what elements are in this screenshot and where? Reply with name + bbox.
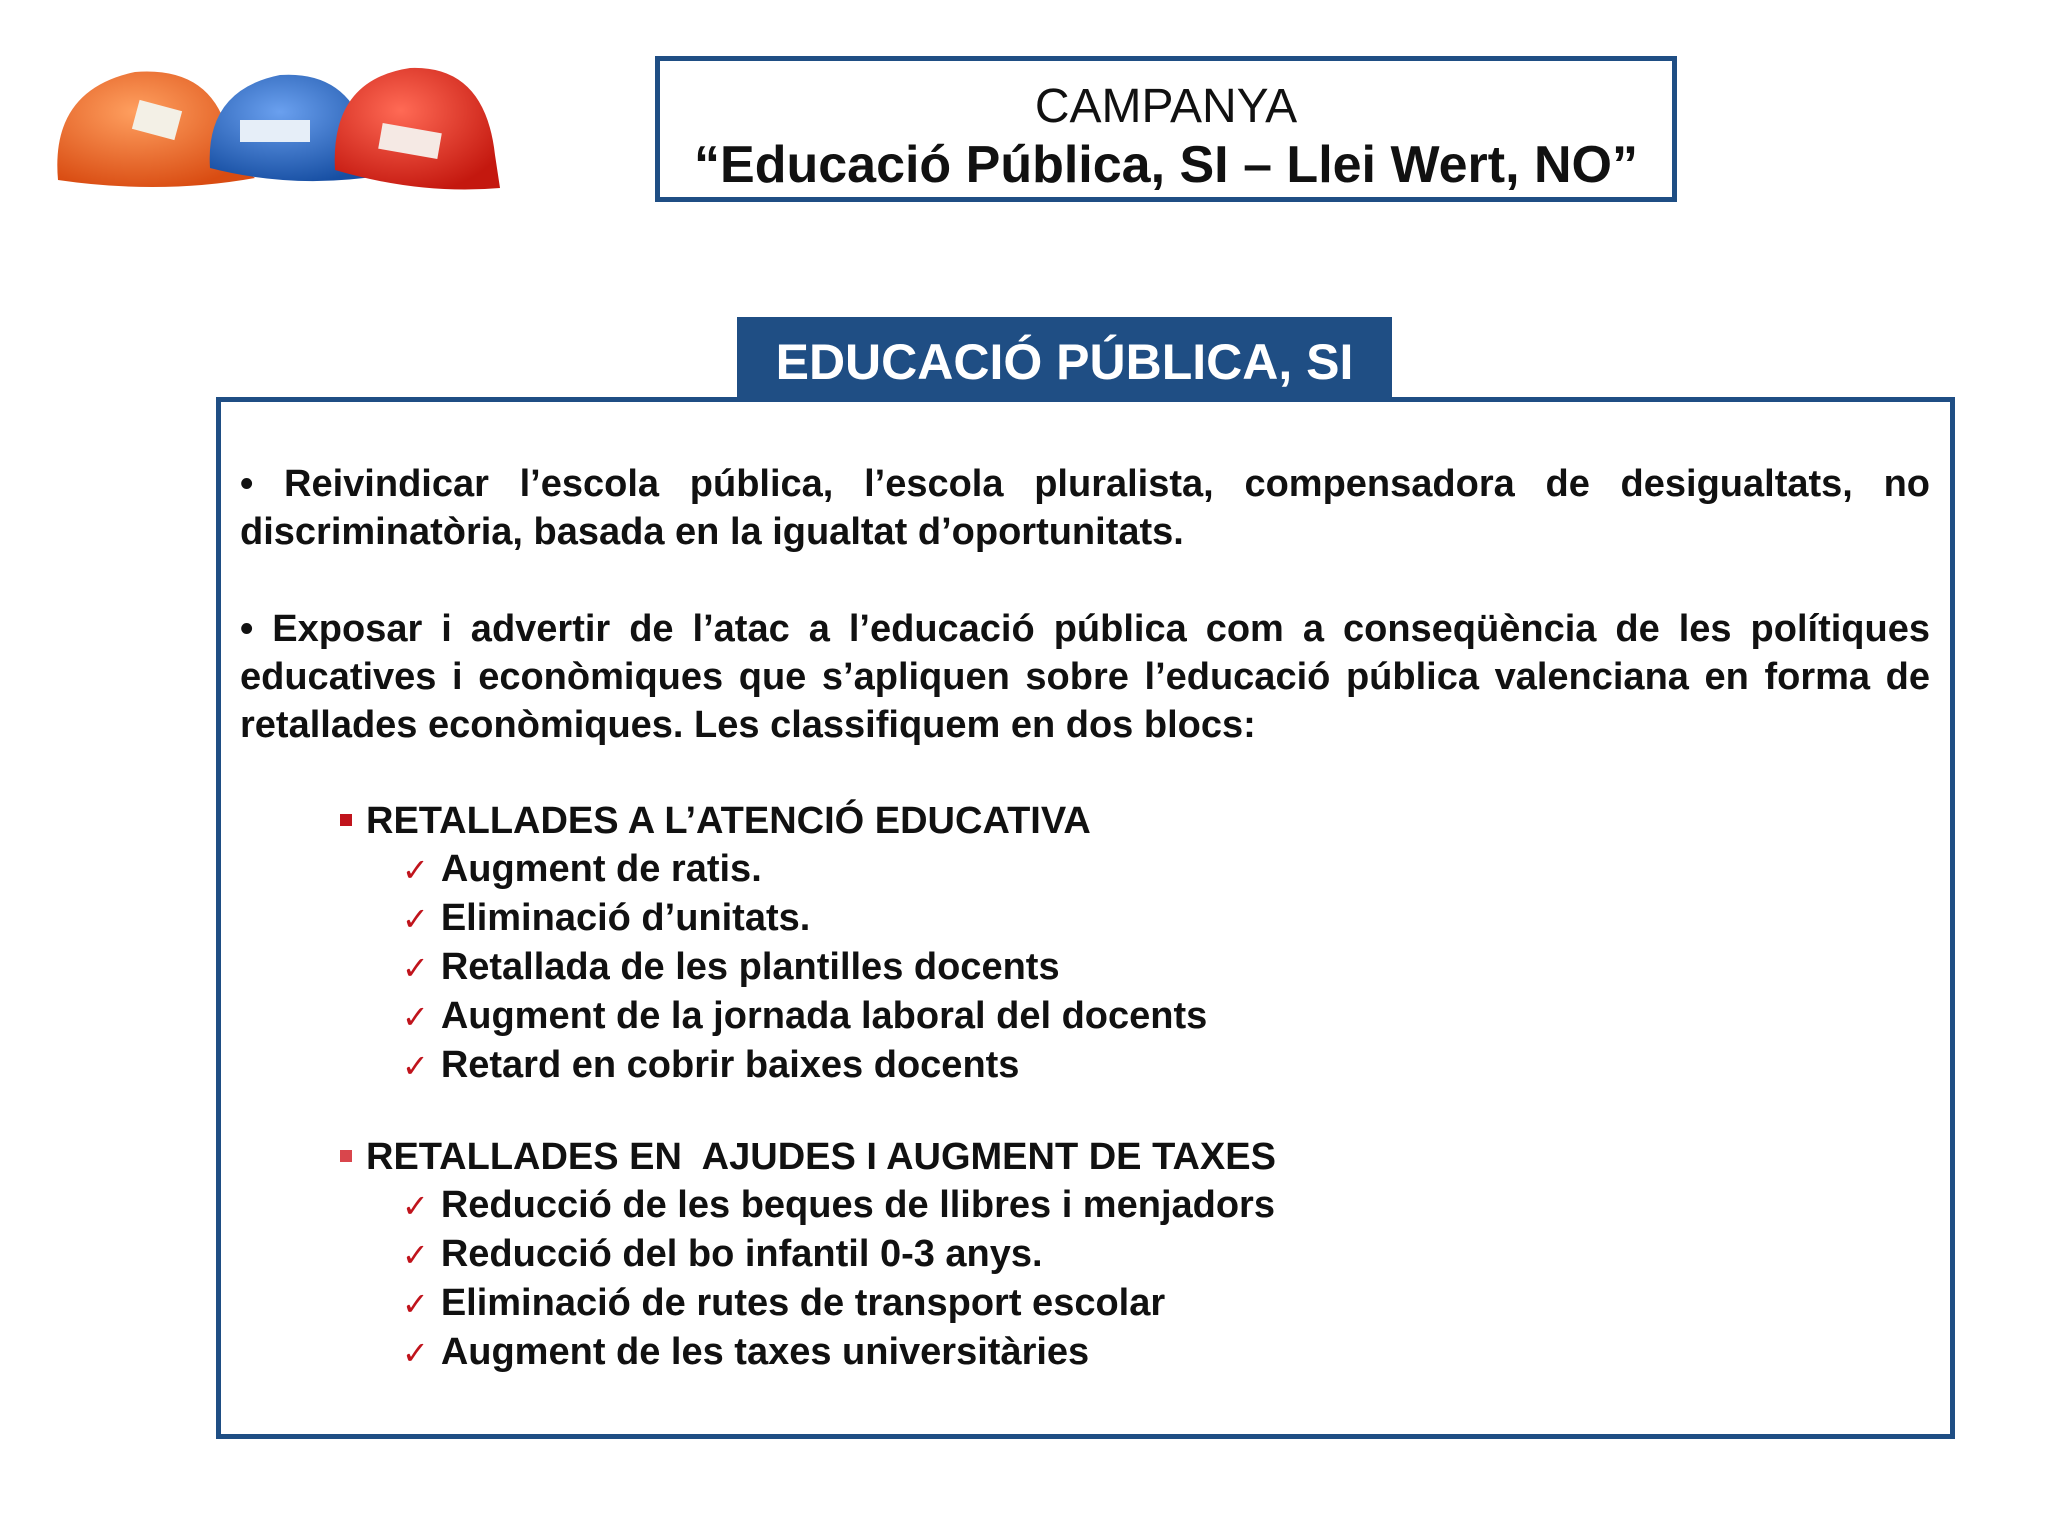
check-icon: ✓ xyxy=(402,998,429,1036)
campaign-label: CAMPANYA xyxy=(1034,80,1298,133)
block2-list xyxy=(402,1181,1275,1377)
red-helmet-icon xyxy=(335,68,500,190)
paragraph-exposar: • Exposar i advertir de l’atac a l’educació pública com a conseqüència de les polítiques educatives i econòmiques que s’apliquen sobre l’educació pública valenciana en forma de retallades econòmiques. Les classifiquem en dos blocs: xyxy=(240,608,1930,746)
check-icon: ✓ xyxy=(402,900,429,938)
check-icon: ✓ xyxy=(402,1236,429,1274)
section-tab: EDUCACIÓ PÚBLICA, SI xyxy=(737,317,1392,401)
block2-heading: RETALLADES EN AJUDES I AUGMENT DE TAXES xyxy=(340,1133,1276,1181)
list-item: ✓ Augment de les taxes universitàries xyxy=(402,1331,1090,1373)
block1-heading: RETALLADES A L’ATENCIÓ EDUCATIVA xyxy=(340,797,1091,845)
list-item: ✓ Reducció del bo infantil 0-3 anys. xyxy=(402,1233,1043,1275)
paragraph-reivindicar: • Reivindicar l’escola pública, l’escola pluralista, compensadora de desigualtats, no discriminatòria, basada en la igualtat d’oportunitats. xyxy=(240,463,1930,553)
check-icon: ✓ xyxy=(402,1047,429,1085)
list-item: ✓ Augment de la jornada laboral del docents xyxy=(402,995,1208,1037)
hard-hats-logo xyxy=(40,50,500,200)
list-item: ✓ Retard en cobrir baixes docents xyxy=(402,1044,1020,1086)
check-icon: ✓ xyxy=(402,949,429,987)
check-icon: ✓ xyxy=(402,1187,429,1225)
campaign-slogan: “Educació Pública, SI – Llei Wert, NO” xyxy=(694,136,1638,194)
list-item: ✓ Reducció de les beques de llibres i menjadors xyxy=(402,1184,1275,1226)
block1-list xyxy=(402,845,1207,1090)
square-bullet-icon xyxy=(340,814,352,826)
check-icon: ✓ xyxy=(402,1334,429,1372)
check-icon: ✓ xyxy=(402,1285,429,1323)
list-item: ✓ Augment de ratis. xyxy=(402,848,762,890)
check-icon: ✓ xyxy=(402,851,429,889)
list-item: ✓ Eliminació d’unitats. xyxy=(402,897,811,939)
square-bullet-icon xyxy=(340,1150,352,1162)
campaign-title-box xyxy=(655,56,1677,202)
list-item: ✓ Eliminació de rutes de transport escolar xyxy=(402,1282,1166,1324)
list-item: ✓ Retallada de les plantilles docents xyxy=(402,946,1060,988)
